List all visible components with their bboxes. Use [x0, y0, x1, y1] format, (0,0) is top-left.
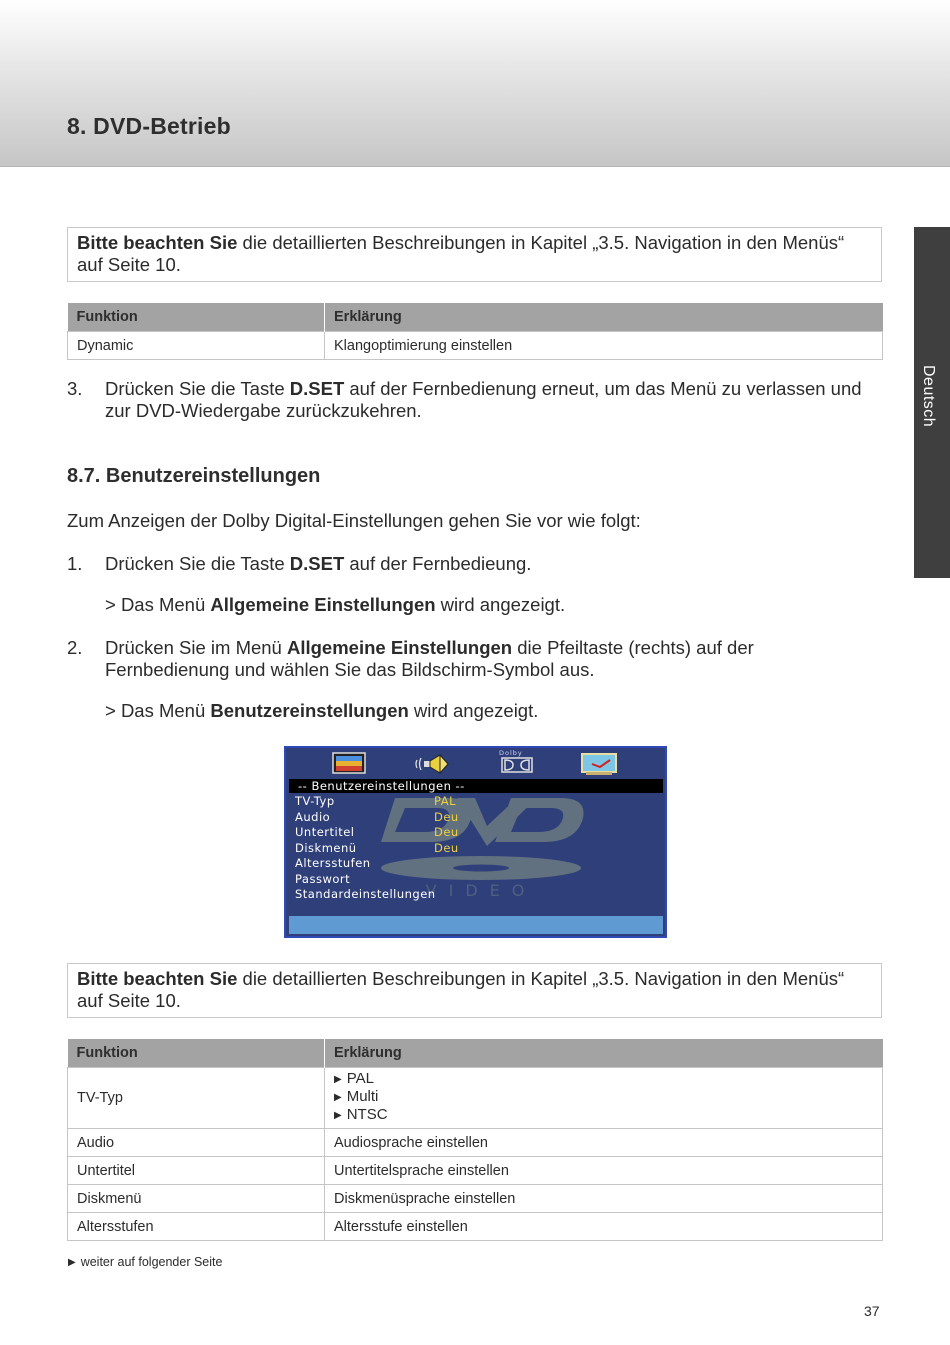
cell-funktion: Untertitel [68, 1157, 325, 1185]
cell-funktion: Dynamic [68, 332, 325, 360]
header-funktion: Funktion [68, 303, 325, 332]
cell-funktion: Audio [68, 1129, 325, 1157]
screen-settings-icon [580, 752, 620, 776]
step-3-text: Drücken Sie die Taste D.SET auf der Fernbedienung erneut, um das Menü zu verlassen und zur DVD-Wiedergabe zurückzukehren. [105, 378, 862, 421]
note-1-text: die detaillierten Beschreibungen in Kapitel „3.5. Navigation in den Menüs“ auf Seite 10. [77, 232, 845, 275]
table-row [68, 1157, 883, 1185]
function-table-1 [67, 303, 883, 360]
side-tab-label: Deutsch [920, 365, 937, 428]
tv-picture-icon [332, 752, 368, 774]
osd-menu-item[interactable]: Passwort [295, 871, 351, 886]
dvd-video-logo [371, 794, 591, 902]
osd-menu-value: Deu [434, 809, 459, 824]
language-side-tab [914, 227, 950, 578]
cell-tvtyp-options [325, 1068, 883, 1129]
cell-erklaerung: Audiosprache einstellen [325, 1129, 883, 1157]
triangle-right-icon: ▶ [334, 1074, 342, 1085]
cell-erklaerung: Untertitelsprache einstellen [325, 1157, 883, 1185]
function-table-2 [67, 1039, 883, 1241]
step-3-number: 3. [67, 378, 83, 399]
speaker-audio-icon [414, 752, 452, 776]
step-1-text: Drücken Sie die Taste D.SET auf der Fernbedieung. [105, 553, 532, 574]
option-item: ▶ Multi [334, 1088, 379, 1105]
step-2-number: 2. [67, 637, 83, 658]
cell-funktion: Altersstufen [68, 1213, 325, 1241]
dvd-logo-word: VIDEO [425, 881, 537, 900]
cell-funktion: TV-Typ [68, 1068, 325, 1129]
header-funktion: Funktion [68, 1039, 325, 1068]
step-2-result: > Das Menü Benutzereinstellungen wird angezeigt. [105, 700, 539, 721]
page-header [0, 0, 950, 167]
table-row [68, 1185, 883, 1213]
step-2-text: Drücken Sie im Menü Allgemeine Einstellungen die Pfeiltaste (rechts) auf der Fernbedienung und wählen Sie das Bildschirm-Symbol aus. [105, 637, 754, 680]
osd-menu-item[interactable]: TV-Typ [295, 794, 335, 808]
dolby-label: Dolby [499, 749, 523, 757]
table-row [68, 1213, 883, 1241]
osd-menu-item[interactable]: Untertitel [295, 825, 355, 839]
step-1-number: 1. [67, 553, 83, 574]
cell-erklaerung: Klangoptimierung einstellen [325, 332, 883, 360]
continued-note: ▶ weiter auf folgender Seite [68, 1255, 223, 1269]
osd-menu-item[interactable]: Audio [295, 809, 331, 824]
osd-menu-item[interactable]: Standardeinstellungen [295, 887, 436, 901]
osd-menu-value: Deu [434, 825, 459, 839]
intro-paragraph: Zum Anzeigen der Dolby Digital-Einstellungen gehen Sie vor wie folgt: [67, 510, 641, 531]
osd-menu-screenshot [284, 746, 667, 938]
note-2-text: die detaillierten Beschreibungen in Kapitel „3.5. Navigation in den Menüs“ auf Seite 10. [77, 968, 845, 1011]
triangle-right-icon: ▶ [68, 1257, 76, 1268]
note-box-2 [67, 963, 882, 1018]
page-number: 37 [864, 1303, 880, 1319]
triangle-right-icon: ▶ [334, 1092, 342, 1103]
dolby-icon [501, 757, 533, 773]
osd-menu-value: Deu [434, 840, 459, 855]
note-box-1 [67, 227, 882, 282]
table-header-row [68, 303, 883, 332]
section-title: 8.7. Benutzereinstellungen [67, 465, 321, 487]
header-erklaerung: Erklärung [325, 1039, 883, 1068]
note-1-bold: Bitte beachten Sie [77, 232, 238, 253]
osd-menu-item[interactable]: Diskmenü [295, 840, 357, 855]
table-row [68, 1068, 883, 1129]
cell-erklaerung: Diskmenüsprache einstellen [325, 1185, 883, 1213]
header-erklaerung: Erklärung [325, 303, 883, 332]
step-1-result: > Das Menü Allgemeine Einstellungen wird angezeigt. [105, 594, 566, 615]
osd-menu-item[interactable]: Altersstufen [295, 856, 371, 870]
option-item: ▶ NTSC [334, 1106, 388, 1123]
osd-menu-title: -- Benutzereinstellungen -- [289, 779, 663, 793]
triangle-right-icon: ▶ [334, 1110, 342, 1121]
option-item: ▶ PAL [334, 1070, 374, 1087]
table-row [68, 332, 883, 360]
table-header-row [68, 1039, 883, 1068]
osd-icon-bar [286, 748, 665, 780]
osd-status-bar [289, 916, 663, 934]
cell-erklaerung: Altersstufe einstellen [325, 1213, 883, 1241]
cell-funktion: Diskmenü [68, 1185, 325, 1213]
table-row [68, 1129, 883, 1157]
note-2-bold: Bitte beachten Sie [77, 968, 238, 989]
osd-menu-value: PAL [434, 794, 456, 808]
page-title: 8. DVD-Betrieb [67, 113, 231, 139]
